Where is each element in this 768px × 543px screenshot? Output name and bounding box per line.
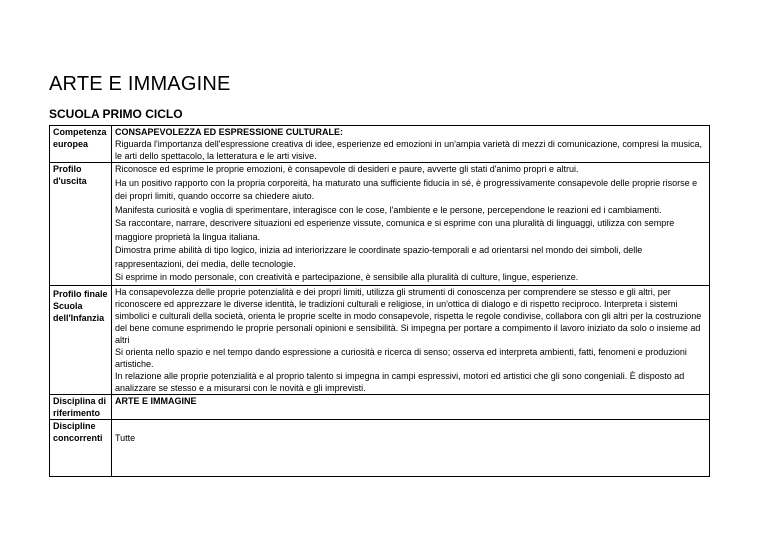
row-paragraph: Ha un positivo rapporto con la propria corporeità, ha maturato una sufficiente fiducia in sé, è progressivamente consapevole delle proprie risorse e dei propri limiti, quando occorre sa chiedere aiuto.	[115, 177, 698, 201]
row-heading: CONSAPEVOLEZZA ED ESPRESSIONE CULTURALE:	[115, 127, 344, 137]
row-label: Discipline concorrenti	[50, 419, 112, 476]
row-paragraph: Dimostra prime abilità di tipo logico, inizia ad interiorizzare le coordinate spazio-temporali e ad orientarsi nel mondo dei simboli, delle rappresentazioni, dei media, delle tecnologie.	[115, 245, 643, 269]
row-content	[112, 163, 710, 286]
table-row	[50, 285, 710, 394]
row-content	[112, 126, 710, 163]
table-row	[50, 163, 710, 286]
row-paragraph: Riguarda l'importanza dell'espressione creativa di idee, esperienze ed emozioni in un'ampia varietà di mezzi di comunicazione, compresi la musica, le arti dello spettacolo, la letteratura e le arti visive.	[115, 139, 702, 161]
row-label: Profilo d'uscita	[50, 163, 112, 286]
row-label: Competenza europea	[50, 126, 112, 163]
row-paragraph: Ha consapevolezza delle proprie potenzialità e dei propri limiti, utilizza gli strumenti di conoscenza per comprendere se stesso e gli altri, per riconoscere ed apprezzare le diverse identità, le tradizioni culturali e religiose, in un'ottica di dialogo e di rispetto reciproco. Interpreta i sistemi simbolici e culturali della società, orienta le proprie scelte in modo consapevole, rispetta le regole condivise, collabora con gli altri per la costruzione del bene comune esprimendo le proprie personali opinioni e sensibilità. Si impegna per portare a compimento il lavoro iniziato da solo o insieme ad altri	[115, 286, 702, 345]
curriculum-table	[49, 125, 710, 477]
row-paragraph: Si orienta nello spazio e nel tempo dando espressione a curiosità e ricerca di senso; osserva ed interpreta ambienti, fatti, fenomeni e produzioni artistiche.	[115, 346, 687, 369]
table-row	[50, 126, 710, 163]
row-label: Profilo finale Scuola dell'Infanzia	[50, 285, 112, 394]
row-paragraph: Si esprime in modo personale, con creatività e partecipazione, è sensibile alla pluralità di culture, lingue, esperienze.	[115, 272, 579, 282]
document-subtitle: SCUOLA PRIMO CICLO	[49, 107, 183, 121]
row-paragraph: Tutte	[115, 432, 136, 443]
row-label: Disciplina di riferimento	[50, 394, 112, 419]
row-paragraph: In relazione alle proprie potenzialità e al proprio talento si impegna in campi espressivi, motori ed artistici che gli sono congeniali. È disposto ad analizzare se stesso e a misurarsi con le novità e gli imprevisti.	[115, 370, 685, 393]
row-content	[112, 394, 710, 419]
row-heading: ARTE E IMMAGINE	[115, 395, 197, 406]
table-row	[50, 394, 710, 419]
row-paragraph: Manifesta curiosità e voglia di sperimentare, interagisce con le cose, l'ambiente e le persone, percependone le reazioni ed i cambiamenti.	[115, 204, 662, 215]
row-content	[112, 285, 710, 394]
document-title: ARTE E IMMAGINE	[49, 73, 231, 95]
row-paragraph: Sa raccontare, narrare, descrivere situazioni ed esperienze vissute, comunica e si esprime con una pluralità di linguaggi, utilizza con sempre maggiore proprietà la lingua italiana.	[115, 218, 675, 242]
table-row	[50, 419, 710, 476]
row-content	[112, 419, 710, 476]
row-paragraph: Riconosce ed esprime le proprie emozioni, è consapevole di desideri e paure, avverte gli stati d'animo propri e altrui.	[115, 164, 579, 174]
